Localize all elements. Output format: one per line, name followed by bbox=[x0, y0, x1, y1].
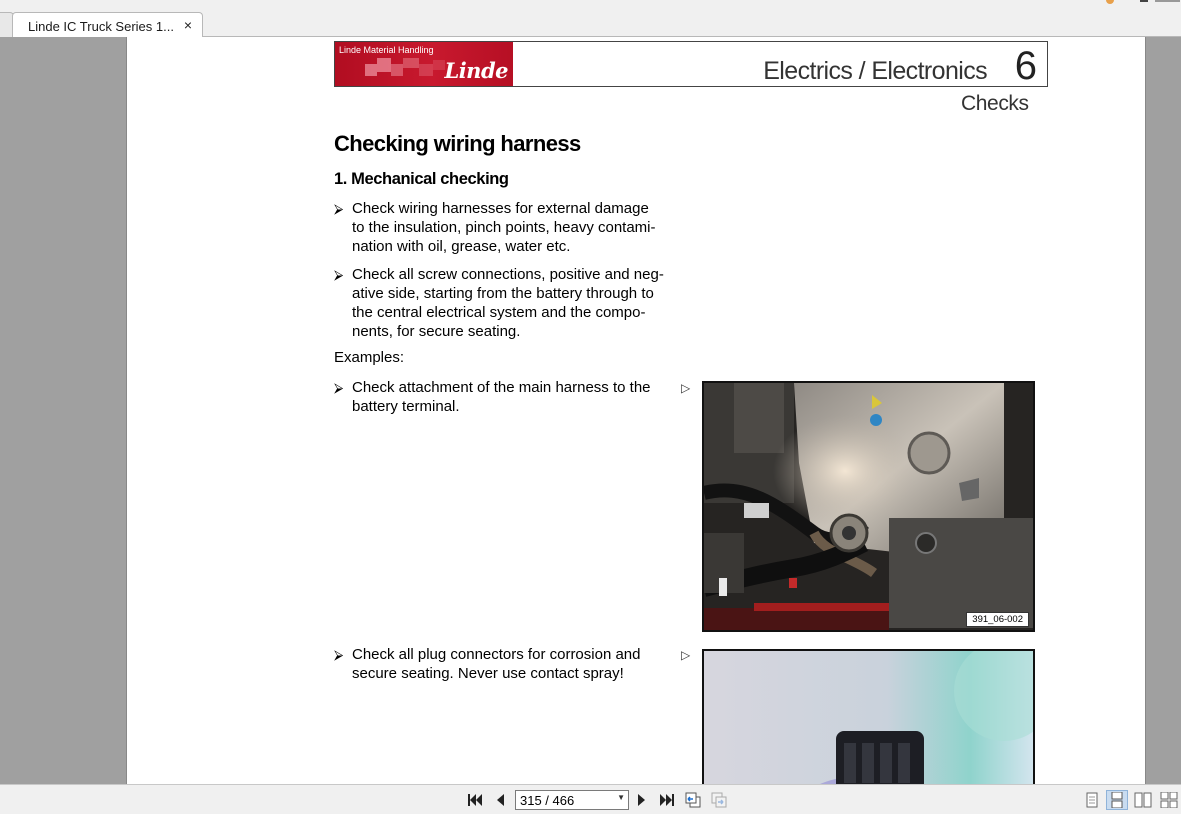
logo-tagline: Linde Material Handling bbox=[339, 45, 434, 55]
figure-ref-icon: ▷ bbox=[681, 648, 691, 662]
bottom-toolbar bbox=[0, 784, 1181, 814]
list-item bbox=[334, 645, 674, 683]
document-page bbox=[126, 37, 1146, 784]
figure-ref-icon: ▷ bbox=[681, 381, 691, 395]
bullet-arrow-icon: ⮚ bbox=[334, 647, 344, 662]
bullet-arrow-icon: ⮚ bbox=[334, 380, 344, 395]
page-heading: Checking wiring harness bbox=[334, 131, 581, 156]
page-header bbox=[334, 41, 1048, 87]
document-tab[interactable] bbox=[12, 12, 203, 38]
chapter-number: 6 bbox=[1014, 44, 1037, 88]
linde-logo bbox=[335, 42, 513, 86]
next-page-icon[interactable] bbox=[633, 791, 651, 809]
bullet-arrow-icon: ⮚ bbox=[334, 201, 344, 216]
facing-icon[interactable] bbox=[1132, 790, 1154, 810]
window-controls-partial bbox=[1100, 0, 1180, 4]
section-title: Electrics / Electronics bbox=[763, 57, 987, 85]
logo-brand: Linde bbox=[444, 58, 508, 83]
bullet-arrow-icon: ⮚ bbox=[334, 267, 344, 282]
tab-bar bbox=[0, 0, 1181, 37]
page-indicator[interactable]: 315 / 466 bbox=[520, 793, 575, 808]
continuous-facing-icon[interactable] bbox=[1158, 790, 1180, 810]
battery-terminal-photo bbox=[702, 381, 1035, 632]
close-icon[interactable]: × bbox=[183, 17, 192, 33]
document-viewport[interactable] bbox=[0, 37, 1181, 784]
list-item bbox=[334, 378, 674, 416]
subheading: 1. Mechanical checking bbox=[334, 170, 509, 188]
list-item-text: Check wiring harnesses for external damage to the insulation, pinch points, heavy contami- nation with oil, grease, water etc. bbox=[352, 200, 656, 255]
last-page-icon[interactable] bbox=[658, 791, 676, 809]
list-item-text: Check attachment of the main harness to the battery terminal. bbox=[352, 379, 651, 415]
tab-title[interactable]: Linde IC Truck Series 1... bbox=[28, 19, 174, 34]
list-item-text: Check all plug connectors for corrosion and secure seating. Never use contact spray! bbox=[352, 646, 641, 682]
single-page-icon[interactable] bbox=[1081, 790, 1103, 810]
prev-page-icon[interactable] bbox=[491, 791, 509, 809]
examples-label: Examples: bbox=[334, 349, 405, 366]
first-page-icon[interactable] bbox=[466, 791, 484, 809]
plug-connector-photo bbox=[702, 649, 1035, 784]
page-number-input[interactable] bbox=[515, 790, 629, 810]
figure-caption: 391_06-002 bbox=[966, 612, 1029, 627]
subsection-title: Checks bbox=[961, 92, 1029, 115]
continuous-icon[interactable] bbox=[1106, 790, 1128, 810]
chevron-down-icon[interactable]: ▼ bbox=[617, 793, 625, 802]
next-view-icon[interactable] bbox=[710, 791, 728, 809]
list-item bbox=[334, 265, 674, 341]
prev-view-icon[interactable] bbox=[684, 791, 702, 809]
list-item-text: Check all screw connections, positive and neg- ative side, starting from the battery through to the central electrical system and the compo- nents, for secure seating. bbox=[352, 266, 664, 340]
list-item bbox=[334, 199, 674, 256]
